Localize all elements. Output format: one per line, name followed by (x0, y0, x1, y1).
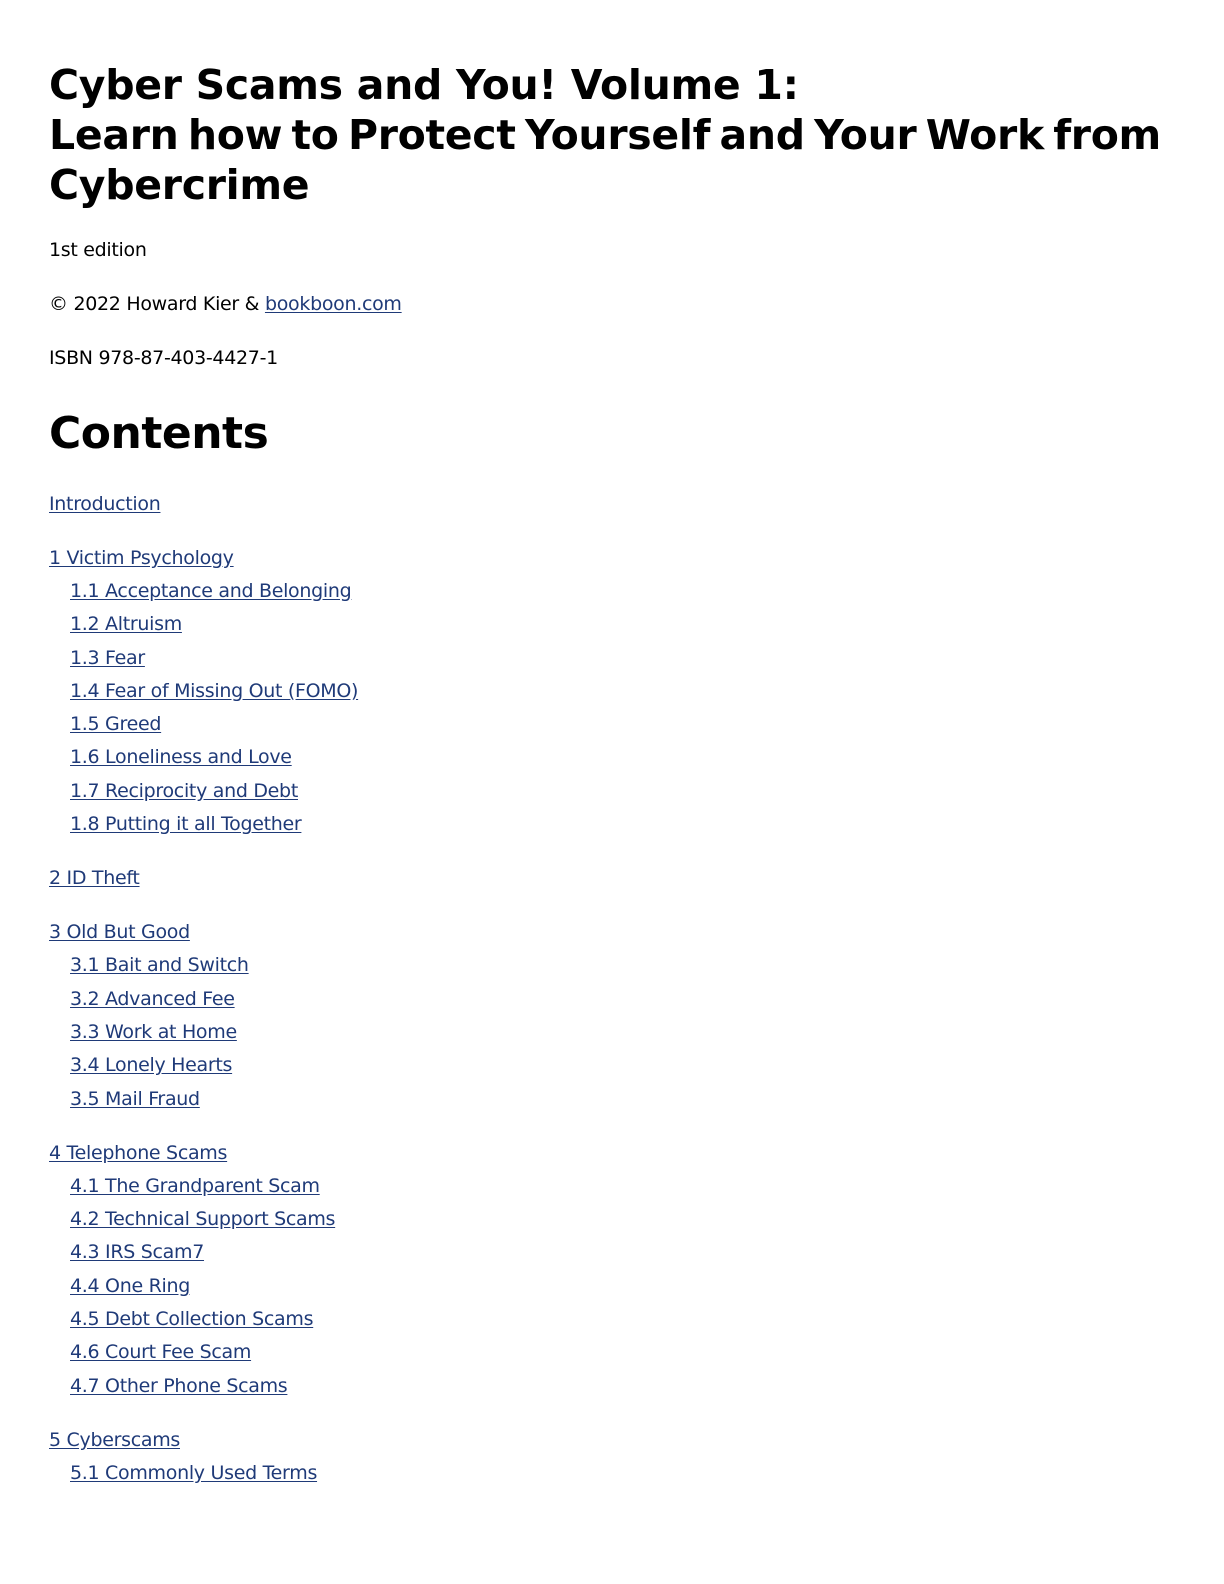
copyright-label: © 2022 Howard Kier & (49, 293, 265, 315)
book-title-word: to (291, 111, 339, 159)
book-title-line-1: Cyber Scams and You! Volume 1: (49, 61, 799, 109)
toc-section-item (49, 1203, 1161, 1236)
toc-chapter-link[interactable]: Introduction (49, 493, 161, 515)
toc-section-item (49, 1336, 1161, 1369)
toc-chapter-item (49, 916, 1161, 949)
toc-section-link[interactable]: 1.4 Fear of Missing Out (FOMO) (70, 679, 359, 702)
table-of-contents (49, 488, 1161, 1490)
document-page (49, 60, 1161, 1490)
toc-section-item (49, 1236, 1161, 1269)
publisher-link[interactable]: bookboon.com (264, 293, 402, 315)
toc-section-item (49, 775, 1161, 808)
toc-section-item (49, 1083, 1161, 1116)
toc-section-link[interactable]: 3.5 Mail Fraud (70, 1087, 200, 1110)
toc-section-item (49, 575, 1161, 608)
isbn-text: ISBN 978-87-403-4427-1 (49, 347, 278, 369)
toc-chapter-link[interactable]: 2 ID Theft (49, 867, 140, 890)
toc-section-item (49, 608, 1161, 641)
toc-chapter-link[interactable]: 1 Victim Psychology (49, 547, 234, 569)
toc-section-link[interactable]: 1.3 Fear (70, 646, 145, 669)
toc-section-item (49, 1170, 1161, 1203)
toc-section-link[interactable]: 3.4 Lonely Hearts (70, 1054, 233, 1077)
toc-section-link[interactable]: 1.5 Greed (70, 713, 162, 736)
book-title-line-2 (49, 110, 1161, 160)
toc-chapter-link[interactable]: 4 Telephone Scams (49, 1141, 228, 1164)
toc-section-link[interactable]: 4.7 Other Phone Scams (70, 1374, 288, 1397)
book-title-line-3: Cybercrime (49, 161, 310, 209)
toc-section-link[interactable]: 4.2 Technical Support Scams (70, 1208, 336, 1231)
toc-section-item (49, 983, 1161, 1016)
toc-section-item (49, 1457, 1161, 1490)
toc-section-item (49, 642, 1161, 675)
toc-section-link[interactable]: 1.1 Acceptance and Belonging (70, 580, 352, 602)
toc-section-link[interactable]: 3.3 Work at Home (70, 1020, 237, 1043)
book-title (49, 60, 1161, 210)
toc-chapter-item (49, 862, 1161, 895)
toc-section-item (49, 1370, 1161, 1403)
toc-section-item (49, 1270, 1161, 1303)
toc-chapter-link[interactable]: 3 Old But Good (49, 921, 190, 944)
toc-chapter-item (49, 542, 1161, 575)
toc-section-item (49, 1016, 1161, 1049)
toc-section-item (49, 949, 1161, 982)
toc-section-link[interactable]: 4.5 Debt Collection Scams (70, 1308, 314, 1331)
toc-section-link[interactable]: 4.1 The Grandparent Scam (70, 1174, 320, 1197)
toc-section-link[interactable]: 4.6 Court Fee Scam (70, 1341, 252, 1364)
toc-section-item (49, 1049, 1161, 1082)
toc-section-link[interactable]: 4.4 One Ring (70, 1274, 190, 1297)
toc-chapter-item (49, 1137, 1161, 1170)
toc-chapter-link[interactable]: 5 Cyberscams (49, 1428, 180, 1451)
toc-section-link[interactable]: 1.6 Loneliness and Love (70, 746, 292, 769)
toc-section-link[interactable]: 3.2 Advanced Fee (70, 987, 235, 1010)
toc-section-link[interactable]: 5.1 Commonly Used Terms (70, 1461, 318, 1484)
toc-section-link[interactable]: 1.8 Putting it all Together (70, 813, 302, 836)
contents-heading: Contents (49, 408, 269, 459)
toc-section-link[interactable]: 1.7 Reciprocity and Debt (70, 779, 298, 802)
toc-chapter-item (49, 1424, 1161, 1457)
book-title-word: Your (814, 111, 917, 159)
toc-section-item (49, 741, 1161, 774)
book-title-word: Protect (347, 111, 516, 159)
toc-section-link[interactable]: 3.1 Bait and Switch (70, 954, 249, 977)
toc-section-item (49, 808, 1161, 841)
book-title-word: and (719, 111, 805, 159)
toc-section-link[interactable]: 4.3 IRS Scam7 (70, 1241, 205, 1264)
book-title-word: how (187, 111, 283, 159)
toc-section-link[interactable]: 1.2 Altruism (70, 613, 182, 636)
toc-section-item (49, 1303, 1161, 1336)
edition-text: 1st edition (49, 239, 147, 261)
book-title-word: Yourself (524, 111, 711, 159)
toc-section-item (49, 675, 1161, 708)
book-title-word: Learn (49, 111, 179, 159)
book-title-word: Work (925, 111, 1044, 159)
toc-chapter-item (49, 488, 1161, 521)
toc-section-item (49, 708, 1161, 741)
copyright-text (49, 292, 1161, 316)
book-title-word: from (1053, 111, 1161, 159)
